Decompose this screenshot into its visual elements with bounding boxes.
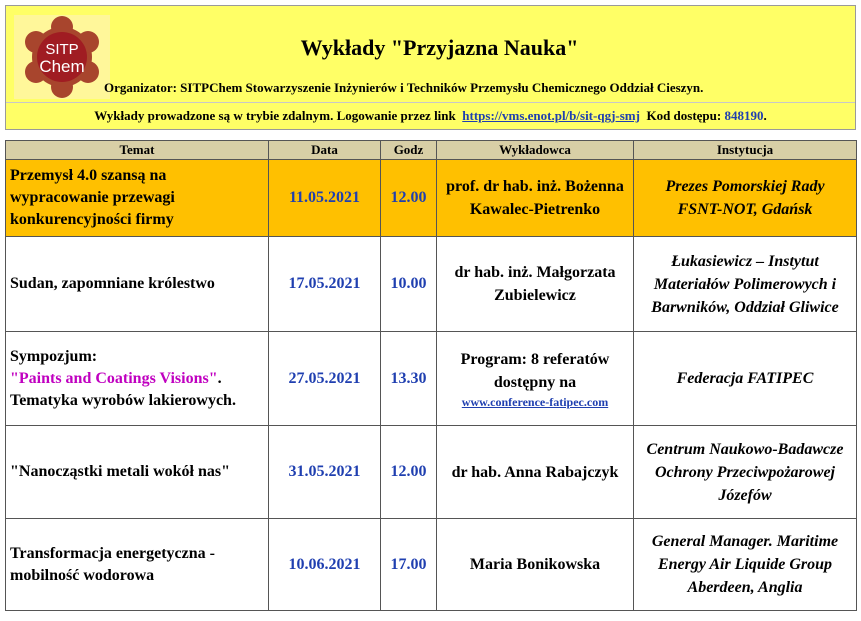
lecturer-line: dr hab. inż. Małgorzata: [454, 264, 616, 281]
institution-line: Łukasiewicz – Instytut: [671, 252, 819, 270]
lecturer-line: Zubielewicz: [494, 287, 576, 304]
cell-time: 10.00: [381, 237, 437, 332]
cell-lecturer: [437, 237, 634, 332]
table-row: [6, 332, 857, 426]
topic-line: Transformacja energetyczna -: [10, 544, 215, 562]
topic-line: konkurencyjności firmy: [10, 211, 174, 228]
institution-line: Materiałów Polimerowych i: [653, 275, 837, 293]
notice-text: Wykłady prowadzone są w trybie zdalnym. Logowanie przez link: [94, 108, 456, 123]
col-header-date: Data: [269, 141, 381, 160]
table-row: [6, 237, 857, 332]
table-row: [6, 519, 857, 611]
topic-line: "Nanocząstki metali wokół nas": [10, 463, 230, 480]
cell-time: 12.00: [381, 426, 437, 519]
lecturer-line: Maria Bonikowska: [469, 556, 601, 573]
lecturer-line: dr hab. Anna Rabajczyk: [451, 463, 619, 481]
col-header-lecturer: Wykładowca: [437, 141, 634, 160]
organizer-text: Organizator: SITPChem Stowarzyszenie Inżynierów i Techników Przemysłu Chemicznego Oddział Cieszyn.: [104, 80, 704, 95]
institution-line: FSNT-NOT, Gdańsk: [677, 201, 813, 218]
topic-line: Przemysł 4.0 szansą na: [10, 167, 167, 184]
conference-link[interactable]: www.conference-fatipec.com: [461, 394, 609, 409]
access-code-label: Kod dostępu:: [646, 108, 722, 123]
institution-line: Józefów: [718, 486, 772, 504]
cell-institution: [634, 519, 857, 611]
cell-institution: [634, 237, 857, 332]
cell-time: 17.00: [381, 519, 437, 611]
cell-institution: [634, 332, 857, 426]
remote-notice: [6, 108, 855, 124]
col-header-institution: Instytucja: [634, 141, 857, 160]
lecturer-line: Program: 8 referatów: [460, 350, 610, 368]
institution-line: Prezes Pomorskiej Rady: [665, 178, 825, 195]
topic-line: Tematyka wyrobów lakierowych.: [10, 391, 236, 409]
cell-date: 27.05.2021: [269, 332, 381, 426]
header-banner: [5, 5, 856, 130]
lecturer-line: Kawalec-Pietrenko: [469, 201, 601, 218]
cell-lecturer: [437, 160, 634, 237]
cell-time: 13.30: [381, 332, 437, 426]
lecture-table: [5, 140, 857, 611]
institution-line: Centrum Naukowo-Badawcze: [646, 440, 844, 458]
topic-line: Sudan, zapomniane królestwo: [10, 275, 215, 292]
topic-punct: .: [217, 369, 222, 387]
cell-topic: [6, 519, 269, 611]
cell-lecturer: [437, 426, 634, 519]
cell-lecturer: [437, 332, 634, 426]
lecturer-line: dostępny na: [493, 373, 577, 391]
institution-line: Aberdeen, Anglia: [687, 579, 803, 596]
institution-line: Federacja FATIPEC: [676, 370, 814, 387]
cell-date: 31.05.2021: [269, 426, 381, 519]
table-row: [6, 160, 857, 237]
cell-lecturer: [437, 519, 634, 611]
topic-line: mobilność wodorowa: [10, 566, 155, 584]
topic-line: [10, 368, 264, 390]
cell-time: 12.00: [381, 160, 437, 237]
access-code: 848190: [724, 108, 764, 123]
cell-topic: [6, 237, 269, 332]
institution-line: Energy Air Liquide Group: [657, 556, 833, 573]
cell-topic: [6, 160, 269, 237]
topic-line: Sympozjum:: [10, 347, 98, 365]
cell-date: 10.06.2021: [269, 519, 381, 611]
cell-date: 17.05.2021: [269, 237, 381, 332]
notice-end: .: [763, 108, 767, 123]
table-header-row: [6, 141, 857, 160]
symposium-title: "Paints and Coatings Visions": [10, 369, 218, 387]
login-link[interactable]: https://vms.enot.pl/b/sit-qgj-smj: [462, 108, 640, 123]
cell-institution: [634, 426, 857, 519]
page-title: Wykłady "Przyjazna Nauka": [300, 35, 579, 60]
institution-line: General Manager. Maritime: [651, 533, 839, 550]
institution-line: Ochrony Przeciwpożarowej: [655, 463, 835, 481]
cell-topic: [6, 426, 269, 519]
col-header-time: Godz: [381, 141, 437, 160]
topic-line: wypracowanie przewagi: [10, 189, 175, 206]
institution-line: Barwników, Oddział Gliwice: [651, 298, 839, 316]
cell-date: 11.05.2021: [269, 160, 381, 237]
col-header-topic: Temat: [6, 141, 269, 160]
cell-institution: [634, 160, 857, 237]
divider: [6, 102, 855, 103]
lecturer-line: prof. dr hab. inż. Bożenna: [446, 178, 624, 195]
svg-text:Chem: Chem: [39, 57, 85, 76]
table-row: [6, 426, 857, 519]
cell-topic: [6, 332, 269, 426]
svg-text:SITP: SITP: [45, 41, 79, 58]
